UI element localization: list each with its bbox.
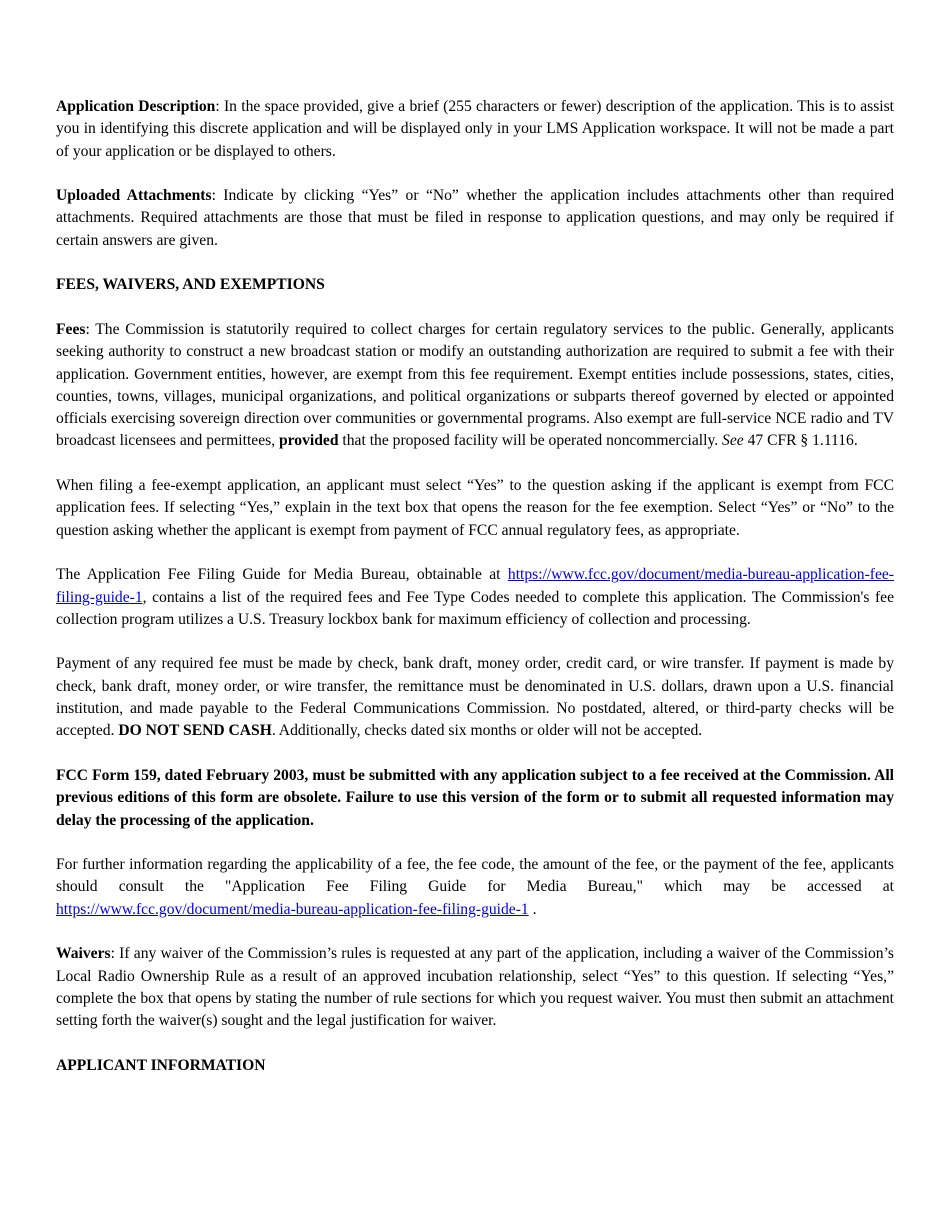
- fee-guide-prefix: The Application Fee Filing Guide for Media Bureau, obtainable at: [56, 566, 508, 584]
- application-description-label: Application Description: [56, 98, 216, 115]
- uploaded-attachments-label: Uploaded Attachments: [56, 187, 212, 205]
- waivers-paragraph: [56, 943, 894, 1032]
- fee-guide-suffix: , contains a list of the required fees and Fee Type Codes needed to complete this application. The Commission's fee collection program utilizes a U.S. Treasury lockbox bank for maximum efficiency of collection and processing.: [56, 588, 894, 628]
- payment-text-2: . Additionally, checks dated six months or older will not be accepted.: [271, 722, 703, 740]
- further-information-paragraph: [56, 854, 894, 921]
- further-information-prefix: For further information regarding the applicability of a fee, the fee code, the amount of the fee, or the payment of the fee, applicants should consult the "Application Fee Filing Guide for Media Bureau," which may be accessed at: [56, 856, 894, 896]
- payment-paragraph: [56, 653, 894, 742]
- fees-provided: provided: [279, 432, 339, 450]
- further-information-link[interactable]: https://www.fcc.gov/document/media-bureau-application-fee-filing-guide-1: [56, 900, 529, 918]
- fees-text-2: that the proposed facility will be operated noncommercially.: [338, 432, 723, 450]
- payment-text-1: Payment of any required fee must be made by check, bank draft, money order, credit card, or wire transfer. If payment is made by check, bank draft, money order, or wire transfer, the remittance must be denominated in U.S. dollars, drawn upon a U.S. financial institution, and made payable to the Federal Communications Commission. No postdated, altered, or third-party checks will be accepted.: [56, 655, 894, 740]
- fees-citation: 47 CFR § 1.1116.: [743, 432, 858, 450]
- fees-paragraph: [56, 319, 894, 453]
- applicant-information-heading: APPLICANT INFORMATION: [56, 1056, 266, 1074]
- fee-guide-paragraph: [56, 564, 894, 631]
- uploaded-attachments-text: : Indicate by clicking “Yes” or “No” whether the application includes attachments other than required attachments. Required attachments are those that must be filed in response to application questions, and may only be required if certain answers are given.: [56, 187, 894, 249]
- fee-exempt-paragraph: When filing a fee-exempt application, an applicant must select “Yes” to the question asking if the applicant is exempt from FCC application fees. If selecting “Yes,” explain in the text box that opens the reason for the fee exemption. Select “Yes” or “No” to the question asking whether the applicant is exempt from payment of FCC annual regulatory fees, as appropriate.: [56, 477, 894, 539]
- fees-label: Fees: [56, 320, 86, 338]
- waivers-label: Waivers: [56, 945, 111, 963]
- waivers-text: : If any waiver of the Commission’s rules is requested at any part of the application, including a waiver of the Commission’s Local Radio Ownership Rule as a result of an approved incubation relationship, select “Yes” to this question. If selecting “Yes,” complete the box that opens by stating the number of rule sections for which you request waiver. You must then submit an attachment setting forth the waiver(s) sought and the legal justification for waiver.: [56, 945, 894, 1030]
- uploaded-attachments-paragraph: [56, 185, 894, 252]
- fee-guide-link[interactable]: https://www.fcc.gov/document/media-bureau-application-fee-filing-guide-1: [56, 566, 894, 606]
- application-description-paragraph: [56, 96, 894, 163]
- fees-text-1: : The Commission is statutorily required to collect charges for certain regulatory services to the public. Generally, applicants seeking authority to construct a new broadcast station or modify an outstanding authorization are required to submit a fee with their application. Government entities, however, are exempt from this fee requirement. Exempt entities include possessions, states, cities, counties, towns, villages, municipal organizations, and political organizations or subparts thereof governed by elected or appointed officials exercising sovereign direction over communities or governmental programs. Also exempt are full-service NCE radio and TV broadcast licensees and permittees,: [56, 320, 894, 450]
- fees-see: See: [722, 432, 744, 450]
- fees-waivers-exemptions-heading: FEES, WAIVERS, AND EXEMPTIONS: [56, 276, 325, 294]
- do-not-send-cash: DO NOT SEND CASH: [118, 722, 272, 740]
- further-information-suffix: .: [528, 900, 537, 918]
- form-159-paragraph: FCC Form 159, dated February 2003, must be submitted with any application subject to a fee received at the Commission. All previous editions of this form are obsolete. Failure to use this version of the form or to submit all requested information may delay the processing of the application.: [56, 766, 894, 829]
- document-page: [56, 96, 894, 1099]
- application-description-text: : In the space provided, give a brief (255 characters or fewer) description of the application. This is to assist you in identifying this discrete application and will be displayed only in your LMS Application workspace. It will not be made a part of your application or be displayed to others.: [56, 98, 895, 160]
